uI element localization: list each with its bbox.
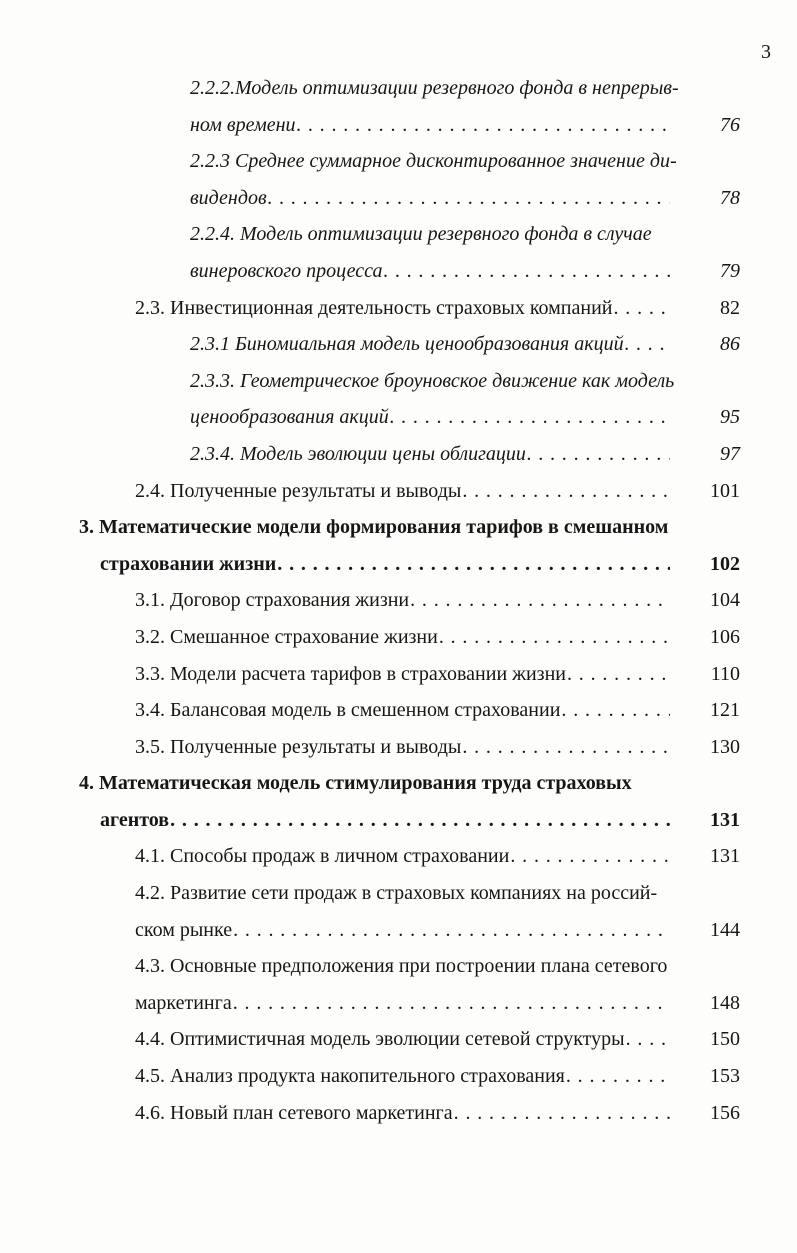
- toc-entry-text: 3. Математические модели формирования тарифов в смешанном: [79, 516, 669, 539]
- toc-page-number: 153: [710, 1065, 740, 1088]
- toc-page-number: 102: [710, 552, 740, 575]
- toc-page-number: 121: [710, 699, 740, 722]
- toc-line: [0, 509, 797, 546]
- toc-line: [0, 582, 797, 619]
- toc-page-number: 97: [720, 442, 740, 465]
- toc-entry: [0, 436, 797, 473]
- toc-entry-text: видендов: [190, 186, 267, 209]
- toc-entry: [0, 656, 797, 693]
- toc-page-number: 82: [720, 296, 740, 319]
- dot-leader: [614, 290, 671, 327]
- toc-entry: [0, 619, 797, 656]
- toc-line: [0, 985, 797, 1022]
- dot-leader: [170, 802, 670, 839]
- toc-entry-text: ском рынке: [135, 918, 233, 941]
- toc-entry-text: агентов: [100, 808, 170, 831]
- toc-page-number: 78: [720, 186, 740, 209]
- toc-line: [0, 363, 797, 400]
- page-number: 3: [761, 41, 771, 63]
- toc-entry-text: 2.2.3 Среднее суммарное дисконтированное значение ди-: [190, 150, 677, 173]
- toc-entry: [0, 875, 797, 948]
- dot-leader: [297, 107, 670, 144]
- dot-leader: [625, 326, 670, 363]
- dot-leader: [462, 729, 670, 766]
- toc-entry: [0, 1095, 797, 1132]
- toc-line: [0, 729, 797, 766]
- toc-line: [0, 546, 797, 583]
- toc-entry-text: 2.2.4. Модель оптимизации резервного фонда в случае: [190, 223, 652, 246]
- table-of-contents: [0, 70, 797, 1131]
- toc-entry-text: 2.3.4. Модель эволюции цены облигации: [190, 442, 526, 465]
- toc-entry-text: страховании жизни: [100, 552, 277, 575]
- toc-page-number: 110: [710, 662, 740, 685]
- dot-leader: [390, 399, 670, 436]
- toc-line: [0, 70, 797, 107]
- dot-leader: [527, 436, 670, 473]
- dot-leader: [384, 253, 670, 290]
- toc-line: [0, 656, 797, 693]
- toc-entry: [0, 692, 797, 729]
- toc-line: [0, 1021, 797, 1058]
- toc-entry-text: 4.4. Оптимистичная модель эволюции сетевой структуры: [135, 1028, 625, 1051]
- toc-entry: [0, 70, 797, 143]
- toc-entry-text: маркетинга: [135, 991, 232, 1014]
- toc-entry-text: ном времени: [190, 113, 296, 136]
- dot-leader: [561, 692, 670, 729]
- toc-entry: [0, 948, 797, 1021]
- toc-line: [0, 1095, 797, 1132]
- toc-line: [0, 180, 797, 217]
- toc-line: [0, 838, 797, 875]
- toc-page-number: 76: [720, 113, 740, 136]
- toc-page-number: 104: [710, 589, 740, 612]
- dot-leader: [439, 619, 670, 656]
- toc-entry: [0, 1021, 797, 1058]
- toc-line: [0, 765, 797, 802]
- toc-line: [0, 107, 797, 144]
- toc-entry: [0, 326, 797, 363]
- toc-entry-text: ценообразования акций: [190, 406, 389, 429]
- toc-entry: [0, 290, 797, 327]
- toc-entry: [0, 143, 797, 216]
- dot-leader: [626, 1021, 670, 1058]
- toc-entry-text: 4.2. Развитие сети продаж в страховых компаниях на россий-: [135, 882, 658, 905]
- dot-leader: [462, 473, 670, 510]
- toc-page-number: 156: [710, 1101, 740, 1124]
- toc-entry: [0, 363, 797, 436]
- toc-entry-text: 2.3.3. Геометрическое броуновское движение как модель: [190, 369, 675, 392]
- toc-line: [0, 912, 797, 949]
- toc-line: [0, 692, 797, 729]
- dot-leader: [268, 180, 670, 217]
- toc-entry-text: 3.2. Смешанное страхование жизни: [135, 625, 438, 648]
- dot-leader: [233, 912, 670, 949]
- toc-entry-text: 2.3.1 Биномиальная модель ценообразования акций: [190, 333, 624, 356]
- toc-page-number: 106: [710, 625, 740, 648]
- toc-line: [0, 436, 797, 473]
- toc-line: [0, 399, 797, 436]
- toc-line: [0, 216, 797, 253]
- toc-entry-text: 4.1. Способы продаж в личном страховании: [135, 845, 510, 868]
- dot-leader: [566, 1058, 670, 1095]
- toc-line: [0, 143, 797, 180]
- dot-leader: [510, 838, 670, 875]
- toc-page-number: 101: [710, 479, 740, 502]
- toc-entry-text: 4. Математическая модель стимулирования труда страховых: [79, 772, 632, 795]
- dot-leader: [567, 656, 670, 693]
- toc-entry-text: 3.3. Модели расчета тарифов в страховании жизни: [135, 662, 566, 685]
- toc-entry-text: 2.3. Инвестиционная деятельность страховых компаний: [135, 296, 613, 319]
- toc-page-number: 144: [710, 918, 740, 941]
- toc-line: [0, 619, 797, 656]
- toc-page-number: 86: [720, 333, 740, 356]
- toc-entry: [0, 582, 797, 619]
- toc-line: [0, 290, 797, 327]
- toc-page-number: 150: [710, 1028, 740, 1051]
- toc-entry-text: 2.2.2.Модель оптимизации резервного фонда в непрерыв-: [190, 77, 679, 99]
- toc-page-number: 131: [710, 808, 740, 831]
- toc-line: [0, 948, 797, 985]
- toc-entry-text: 2.4. Полученные результаты и выводы: [135, 479, 462, 502]
- toc-entry-text: винеровского процесса: [190, 259, 383, 282]
- toc-page-number: 131: [710, 845, 740, 868]
- toc-line: [0, 1058, 797, 1095]
- toc-entry-text: 4.5. Анализ продукта накопительного страхования: [135, 1065, 565, 1088]
- toc-entry: [0, 509, 797, 582]
- toc-line: [0, 473, 797, 510]
- toc-entry-text: 3.1. Договор страхования жизни: [135, 589, 410, 612]
- toc-entry: [0, 765, 797, 838]
- dot-leader: [410, 582, 670, 619]
- toc-page-number: 79: [720, 259, 740, 282]
- toc-entry: [0, 729, 797, 766]
- toc-entry-text: 4.3. Основные предположения при построении плана сетевого: [135, 955, 668, 978]
- toc-page-number: 95: [720, 406, 740, 429]
- toc-entry-text: 4.6. Новый план сетевого маркетинга: [135, 1101, 453, 1124]
- toc-entry: [0, 1058, 797, 1095]
- dot-leader: [233, 985, 670, 1022]
- dot-leader: [454, 1095, 670, 1132]
- toc-entry: [0, 216, 797, 289]
- toc-line: [0, 253, 797, 290]
- toc-entry-text: 3.5. Полученные результаты и выводы: [135, 735, 462, 758]
- toc-entry: [0, 838, 797, 875]
- toc-page-number: 148: [710, 991, 740, 1014]
- dot-leader: [277, 546, 670, 583]
- toc-page-number: 130: [710, 735, 740, 758]
- toc-entry-text: 3.4. Балансовая модель в смешенном страховании: [135, 699, 561, 722]
- toc-line: [0, 326, 797, 363]
- toc-line: [0, 875, 797, 912]
- toc-line: [0, 802, 797, 839]
- toc-entry: [0, 473, 797, 510]
